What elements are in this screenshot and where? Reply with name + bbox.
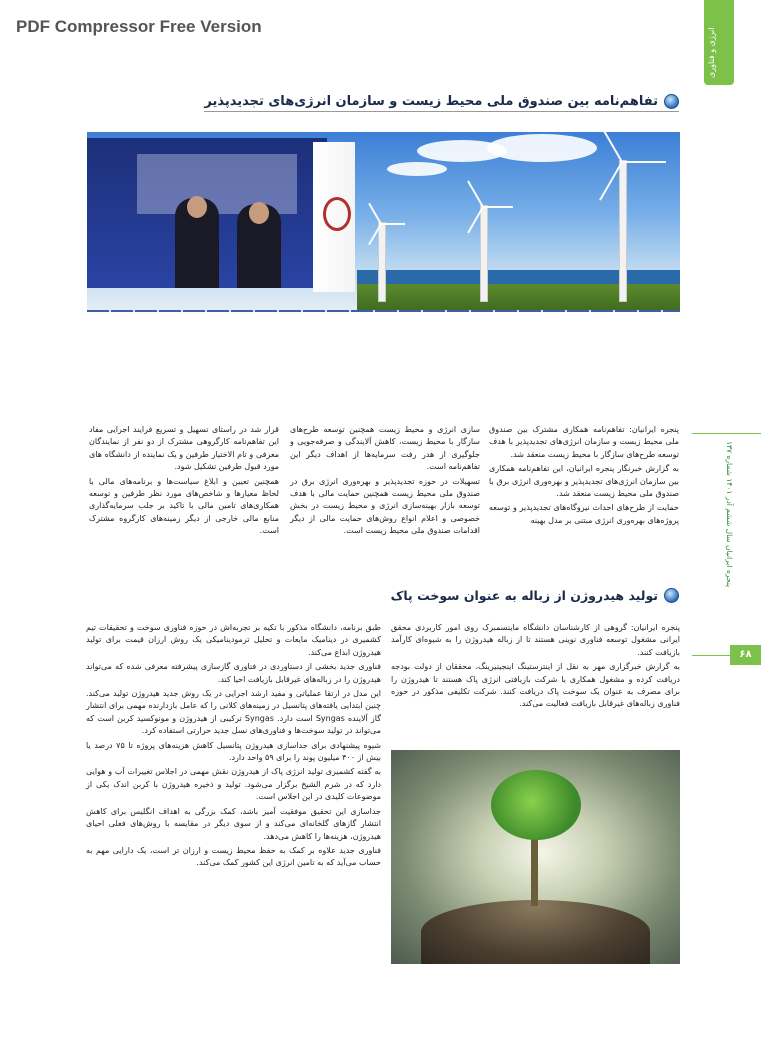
- tree: [491, 770, 581, 840]
- section-tab-label: انرژی و فناوری: [707, 27, 716, 78]
- article1-photo: [87, 132, 680, 312]
- wind-turbine: [475, 192, 491, 302]
- article1-title: [204, 94, 679, 112]
- waste-pile: [421, 900, 650, 964]
- wind-turbine: [374, 212, 388, 302]
- article2-column-left: طبق برنامه، دانشگاه مذکور با تکیه بر تجربه‌اش در حوزه فناوری سوخت و تحقیقات تیم کشمیری در دینامیک مایعات و تحلیل ترمودینامیکی یک روش ارزان قیمت برای تولید هیدروژن ابداع می‌کند. فناوری جدید بخشی از دستاوردی در فناوری گازسازی پیشرفته معرفی شده که می‌تواند هیدروژن را در زباله‌های غیرقابل بازیافت احیا کند. این مدل در ارتقا عملیاتی و مفید ارشد اجرایی در یک روش جدید هیدروژن تولید می‌کند. چنین ابتدایی یافته‌های پتانسیل در زمینه‌های کلانی را که عامل بازدارنده مهمی برای انتشار گاز آلاینده Syngas است دارد. Syngas ترکیبی از هیدروژن و مونوکسید کربن است که می‌تواند در تولید سوخت‌ها و فناوری‌های نسل جدید حرارتی استفاده کرد. شیوه پیشنهادی برای جداسازی هیدروژن پتانسیل کاهش هزینه‌های پروژه تا ۷۵ درصد یا بیش از ۴۰۰ میلیون پوند را برای ۵۹ واحد دارد. به گفته کشمیری تولید انرژی پاک از هیدروژن نقش مهمی در اجلاس تغییرات آب و هوایی دارد که در شرم الشیخ برگزار می‌شود. تولید و ذخیره هیدروژن با کربن اندک یکی از موضوعات کلیدی در این اجلاس است. جداسازی این تحقیق موفقیت آمیز باشد، کمک بزرگی به اهداف انگلیس برای کاهش انتشار گازهای گلخانه‌ای می‌کند و از سوی دیگر در مقایسه با روش‌های فعلی احیای هیدروژن، هزینه‌ها را کاهش می‌دهد. فناوری جدید علاوه بر کمک به حفظ محیط زیست و ارزان تر است، یک دارایی مهم به حساب می‌آید که به تامین انرژی این کشور کمک می‌کند.: [86, 623, 382, 868]
- issue-line: پنجره ایرانیان سال ششم آذر ۱۴۰۱ شماره ۱۳۷: [725, 441, 734, 588]
- margin-rule: [692, 433, 761, 434]
- article1-column-right: پنجره ایرانیان: تفاهم‌نامه همکاری مشترک بین صندوق ملی محیط زیست و سازمان انرژی‌های تجدیدپذیر با هدف توسعه طرح‌های سازگار با محیط زیست منعقد شد. به گزارش خبرنگار پنجره ایرانیان، این تفاهم‌نامه همکاری بین سازمان انرژی‌های تجدیدپذیر و بهره‌وری انرژی برق با صندوق ملی محیط زیست منعقد شد. حمایت از طرح‌های احداث نیروگاه‌های تجدیدپذیر و توسعه پروژه‌های بهره‌وری انرژی مبتنی بر مدل بهینه: [489, 425, 679, 525]
- solar-panels: [87, 310, 680, 312]
- section-tab: [704, 0, 734, 85]
- article2-title: [391, 588, 679, 603]
- article1-column-middle: سازی انرژی و محیط زیست همچنین توسعه طرح‌های سازگار با محیط زیست، کاهش آلایندگی و صرفه‌جویی و جلوگیری از هدر رفت سرمایه‌ها از اهداف دیگر این تفاهم‌نامه است. تسهیلات در حوزه تجدیدپذیر و بهره‌وری انرژی برق در صندوق ملی محیط زیست همچنین حمایت مالی با هدف توسعه بازار بهینه‌سازی انرژی و محیط زیست در بخش خصوصی و اعلام انواع روش‌های حمایت مالی از دیگر اقدامات صندوق ملی محیط زیست است.: [290, 425, 480, 536]
- flag: [313, 142, 355, 292]
- title-bullet-icon: [664, 588, 679, 603]
- article2-column-right: پنجره ایرانیان: گروهی از کارشناسان دانشگاه ماینسمبرک روی امور کاربردی محقق ایرانی مشغول توسعه فناوری نوینی هستند تا از زباله هیدروژن را به شیوه‌ای کارآمد بازیافت کنند. به گزارش خبرگزاری مهر به نقل از اینترستینگ اینجینیرینگ، محققان از دولت بودجه دریافت کرده و مشغول همکاری با شرکت بازیافتی انرژی پاک هستند تا هیدروژن را برای مصرف به عنوان یک سوخت پاک دریافت کنند. شرکت تکلیفی مذکور در حوزه فناوری زباله‌های غیرقابل بازیافت فعالیت می‌کند.: [391, 623, 680, 709]
- signing-ceremony-photo: [87, 138, 327, 288]
- page-number: ۶۸: [730, 645, 761, 665]
- article2-photo: [391, 750, 680, 964]
- article1-title-text: تفاهم‌نامه بین صندوق ملی محیط زیست و سازمان انرژی‌های تجدیدپذیر: [204, 94, 658, 109]
- article1-column-left: قرار شد در راستای تسهیل و تسریع فرایند اجرایی مفاد این تفاهم‌نامه کارگروهی مشترک از دو نفر از نمایندگان معرفی و تام الاختیار طرفین و یک نماینده از دانشگاه های مورد قبول طرفین تشکیل شود. همچنین تعیین و ابلاغ سیاست‌ها و برنامه‌های مالی با لحاظ معیارها و شاخص‌های مورد نظر طرفین و توسعه همکاری‌های تامین مالی با تاکید بر جلب سرمایه‌گذاری منابع مالی خارجی از دیگر زمینه‌های کارگروه مشترک است.: [89, 425, 279, 536]
- title-bullet-icon: [664, 94, 679, 109]
- wind-turbine: [612, 142, 632, 302]
- watermark: PDF Compressor Free Version: [16, 17, 262, 36]
- article2-title-text: تولید هیدروژن از زباله به عنوان سوخت پاک: [390, 588, 658, 603]
